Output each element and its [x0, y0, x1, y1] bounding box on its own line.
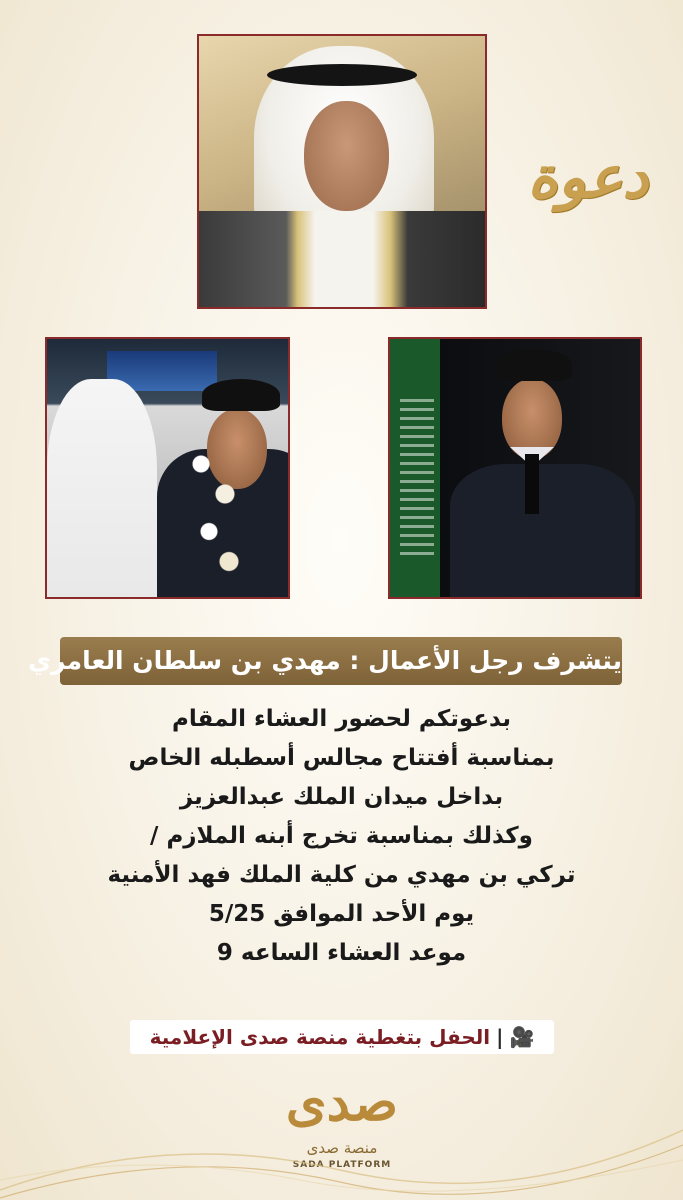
cadet-portrait-photo	[388, 337, 642, 599]
logo-arabic-name: منصة صدى	[306, 1139, 378, 1157]
graduation-ceremony-photo	[45, 337, 290, 599]
invitation-title-text: دعوة	[527, 143, 649, 211]
cadet-cap	[494, 349, 572, 381]
agal	[267, 64, 417, 86]
coverage-banner	[130, 1020, 554, 1054]
uniform	[450, 464, 635, 599]
coverage-text: الحفل بتغطية منصة صدى الإعلامية	[149, 1025, 491, 1049]
cadet-cap	[202, 379, 280, 411]
separator: |	[496, 1025, 504, 1049]
body-line: يوم الأحد الموافق 5/25	[208, 901, 475, 927]
flower-garland	[177, 434, 257, 584]
host-banner: يتشرف رجل الأعمال : مهدي بن سلطان العامري	[60, 637, 622, 685]
body-line: موعد العشاء الساعه 9	[216, 940, 467, 966]
video-camera-icon: 🎥	[509, 1025, 535, 1049]
invitation-body	[40, 700, 643, 973]
invitation-title	[508, 112, 668, 242]
body-line: تركي بن مهدي من كلية الملك فهد الأمنية	[107, 862, 576, 888]
elder-figure	[47, 379, 157, 599]
gold-swoosh-decoration	[0, 1110, 683, 1200]
tie	[525, 454, 539, 514]
body-line: بدعوتكم لحضور العشاء المقام	[172, 706, 511, 732]
face	[304, 101, 389, 211]
logo-english-name: SADA PLATFORM	[292, 1160, 392, 1170]
body-line: بداخل ميدان الملك عبدالعزيز	[179, 784, 504, 810]
logo-mark: صدى	[285, 1072, 399, 1133]
saudi-flag	[400, 399, 434, 559]
host-portrait-photo	[197, 34, 487, 309]
bisht	[199, 211, 487, 309]
body-line: وكذلك بمناسبة تخرج أبنه الملازم /	[150, 823, 533, 849]
body-line: بمناسبة أفتتاح مجالس أسطبله الخاص	[128, 745, 555, 771]
